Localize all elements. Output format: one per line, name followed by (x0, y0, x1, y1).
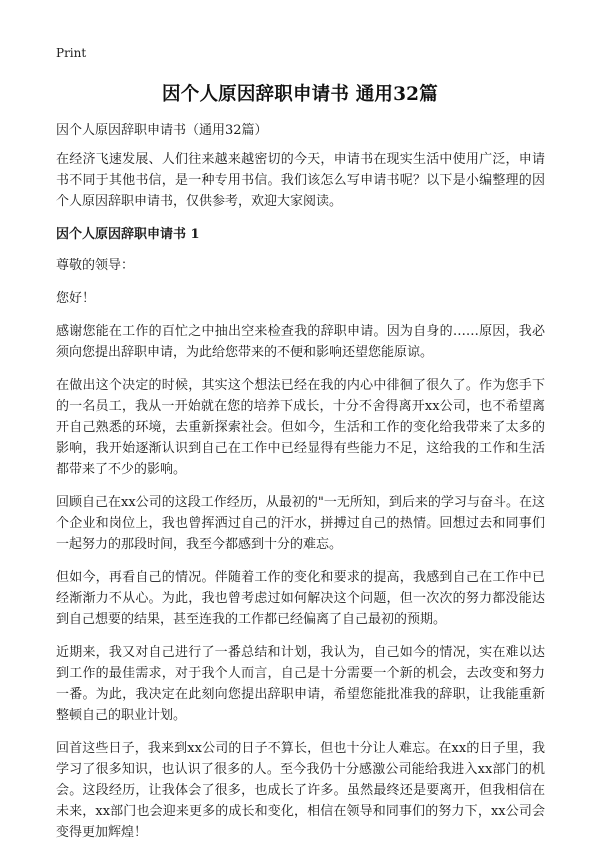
salutation: 尊敬的领导： (56, 258, 135, 273)
document-body (56, 120, 545, 855)
document-title: 因个人原因辞职申请书 通用32篇 (162, 84, 438, 105)
document-subtitle: 因个人原因辞职申请书（通用32篇） (56, 123, 268, 138)
body-paragraph: 感谢您能在工作的百忙之中抽出空来检查我的辞职申请。因为自身的……原因，我必须向您提出辞职申请，为此给您带来的不便和影响还望您能原谅。 (56, 324, 545, 360)
body-paragraph: 近期来，我又对自己进行了一番总结和计划，我认为，自己如今的情况，实在难以达到工作的最佳需求，对于我个人而言，自己是十分需要一个新的机会，去改变和努力一番。为此，我决定在此刻向您提出辞职申请，希望您能批准我的辞职，让我能重新整顿自己的职业计划。 (56, 645, 545, 723)
section-heading: 因个人原因辞职申请书 1 (56, 227, 200, 242)
body-paragraph: 但如今，再看自己的情况。伴随着工作的变化和要求的提高，我感到自己在工作中已经渐渐力不从心。为此，我也曾考虑过如何解决这个问题，但一次次的努力都没能达到自己想要的结果，甚至连我的工作都已经偏离了自己最初的预期。 (56, 570, 545, 627)
intro-paragraph: 在经济飞速发展、人们往来越来越密切的今天，申请书在现实生活中使用广泛，申请书不同于其他书信，是一种专用书信。我们该怎么写申请书呢？以下是小编整理的因个人原因辞职申请书，仅供参考，欢迎大家阅读。 (56, 152, 545, 209)
body-paragraph: 回首这些日子，我来到xx公司的日子不算长，但也十分让人难忘。在xx的日子里，我学习了很多知识，也认识了很多的人。至今我仍十分感激公司能给我进入xx部门的机会。这段经历，让我体会了很多，也成长了许多。虽然最终还是要离开，但我相信在未来，xx部门也会迎来更多的成长和变化，相信在领导和同事们的努力下，xx公司会变得更加辉煌！ (56, 741, 545, 840)
body-paragraph: 回顾自己在xx公司的这段工作经历，从最初的"一无所知，到后来的学习与奋斗。在这个企业和岗位上，我也曾挥洒过自己的汗水，拼搏过自己的热情。回想过去和同事们一起努力的那段时间，我至今都感到十分的难忘。 (56, 495, 545, 552)
greeting: 您好！ (56, 291, 96, 306)
print-label: Print (56, 46, 87, 60)
body-paragraph: 在做出这个决定的时候，其实这个想法已经在我的内心中徘徊了很久了。作为您手下的一名员工，我从一开始就在您的培养下成长，十分不舍得离开xx公司，也不希望离开自己熟悉的环境，去重新探索社会。但如今，生活和工作的变化给我带来了太多的影响，我开始逐渐认识到自己在工作中已经显得有些能力不足，这给我的工作和生活都带来了不少的影响。 (56, 378, 545, 477)
